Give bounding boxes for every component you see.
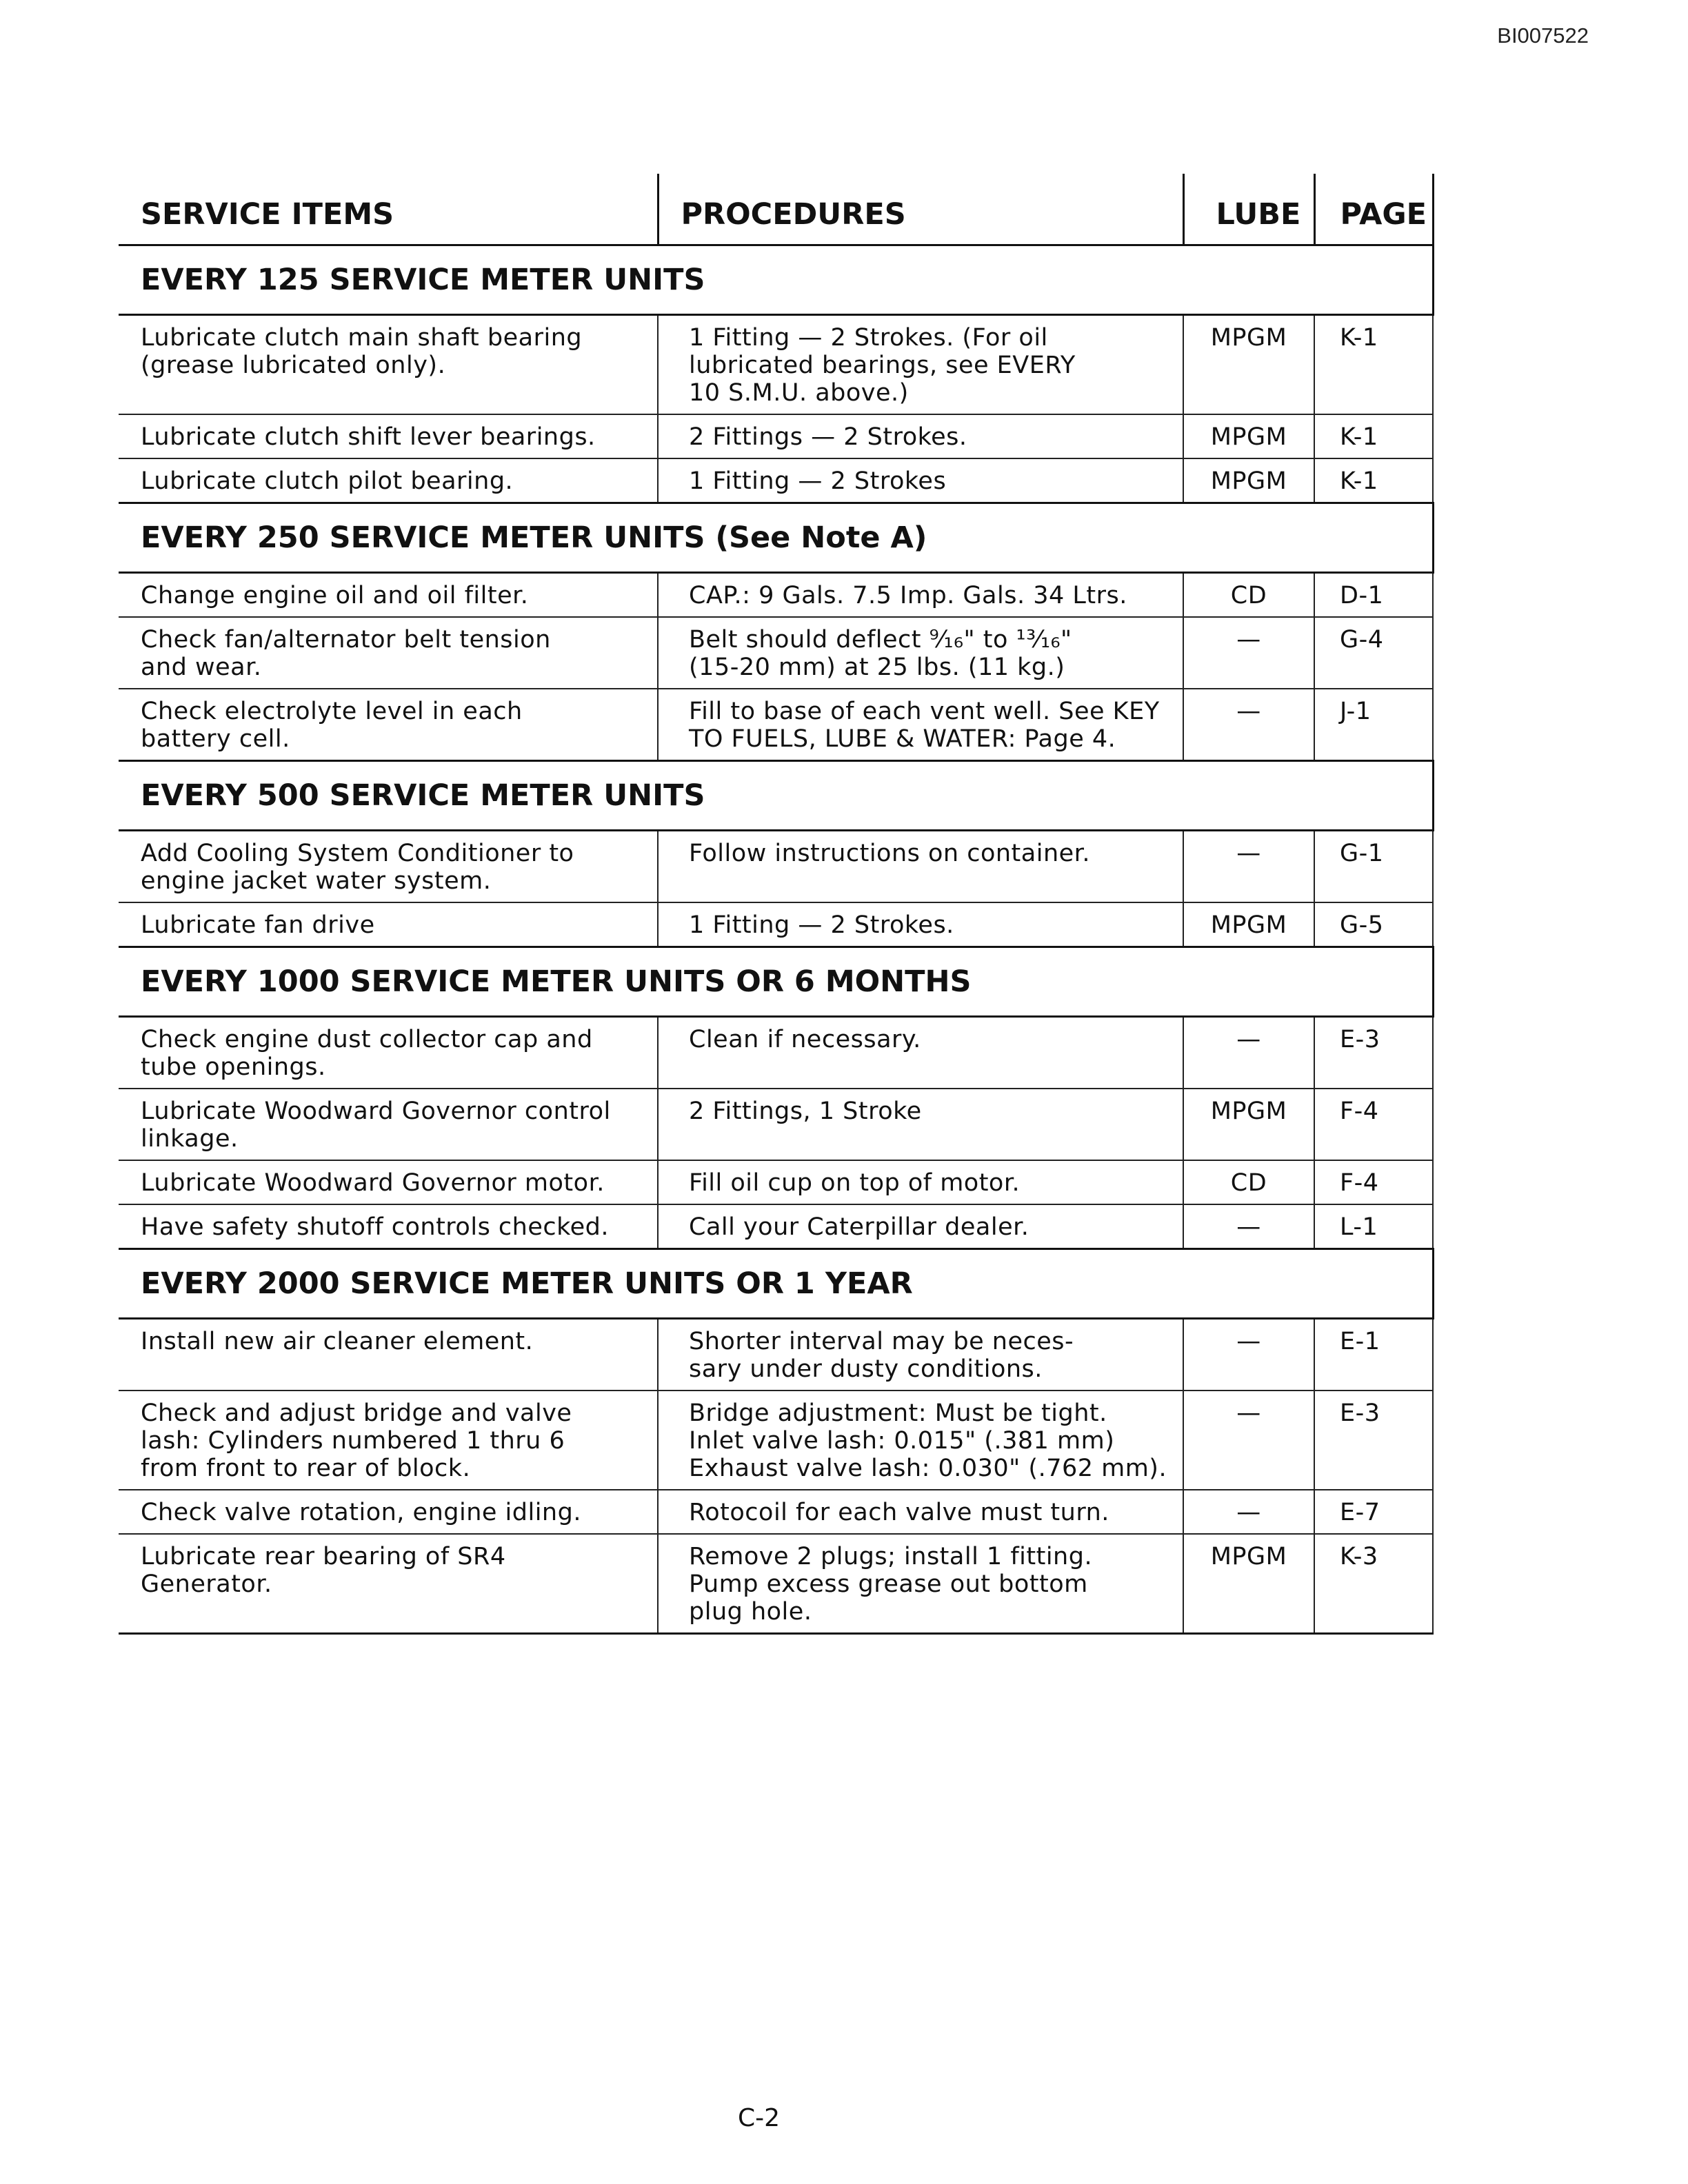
page-ref-cell: J-1 xyxy=(1314,689,1433,761)
table-row xyxy=(119,1490,1433,1534)
table-row xyxy=(119,902,1433,947)
section-row xyxy=(119,761,1433,831)
lube-cell: MPGM xyxy=(1183,458,1314,503)
lube-cell: CD xyxy=(1183,573,1314,618)
lube-cell: MPGM xyxy=(1183,1534,1314,1634)
procedure-cell: Remove 2 plugs; install 1 fitting. Pump excess grease out bottom plug hole. xyxy=(658,1534,1183,1634)
page-ref-cell: K-1 xyxy=(1314,458,1433,503)
page-ref-cell: F-4 xyxy=(1314,1089,1433,1160)
table-row xyxy=(119,1534,1433,1634)
section-title: EVERY 1000 SERVICE METER UNITS OR 6 MONTHS xyxy=(119,947,1433,1017)
lube-cell: — xyxy=(1183,617,1314,689)
lube-cell: MPGM xyxy=(1183,902,1314,947)
section-title: EVERY 125 SERVICE METER UNITS xyxy=(119,245,1433,315)
procedure-cell: Call your Caterpillar dealer. xyxy=(658,1204,1183,1249)
service-item-cell: Lubricate Woodward Governor control linkage. xyxy=(119,1089,658,1160)
section-title: EVERY 500 SERVICE METER UNITS xyxy=(119,761,1433,831)
lube-cell: MPGM xyxy=(1183,315,1314,415)
page-ref-cell: E-3 xyxy=(1314,1391,1433,1490)
service-item-cell: Check engine dust collector cap and tube openings. xyxy=(119,1017,658,1089)
procedure-cell: 2 Fittings — 2 Strokes. xyxy=(658,414,1183,458)
section-row xyxy=(119,503,1433,573)
lube-cell: — xyxy=(1183,1017,1314,1089)
service-item-cell: Change engine oil and oil filter. xyxy=(119,573,658,618)
procedure-cell: 1 Fitting — 2 Strokes xyxy=(658,458,1183,503)
table-row xyxy=(119,617,1433,689)
procedure-cell: Shorter interval may be neces- sary under dusty conditions. xyxy=(658,1319,1183,1391)
page-number: C-2 xyxy=(738,2104,781,2132)
procedure-cell: 2 Fittings, 1 Stroke xyxy=(658,1089,1183,1160)
table-row xyxy=(119,1391,1433,1490)
service-item-cell: Check and adjust bridge and valve lash: Cylinders numbered 1 thru 6 from front to rear of block. xyxy=(119,1391,658,1490)
service-item-cell: Lubricate Woodward Governor motor. xyxy=(119,1160,658,1204)
lube-cell: MPGM xyxy=(1183,414,1314,458)
table-row xyxy=(119,1319,1433,1391)
service-item-cell: Check valve rotation, engine idling. xyxy=(119,1490,658,1534)
section-title: EVERY 2000 SERVICE METER UNITS OR 1 YEAR xyxy=(119,1249,1433,1319)
procedure-cell: Belt should deflect ⁹⁄₁₆" to ¹³⁄₁₆" (15-20 mm) at 25 lbs. (11 kg.) xyxy=(658,617,1183,689)
section-title: EVERY 250 SERVICE METER UNITS (See Note A) xyxy=(119,503,1433,573)
procedure-cell: Clean if necessary. xyxy=(658,1017,1183,1089)
page-ref-cell: K-1 xyxy=(1314,315,1433,415)
table-row xyxy=(119,414,1433,458)
header-lube: LUBE xyxy=(1183,174,1314,245)
service-item-cell: Lubricate clutch pilot bearing. xyxy=(119,458,658,503)
section-row xyxy=(119,1249,1433,1319)
page-ref-cell: E-3 xyxy=(1314,1017,1433,1089)
lube-cell: — xyxy=(1183,1204,1314,1249)
table-row xyxy=(119,1204,1433,1249)
table-row xyxy=(119,573,1433,618)
procedure-cell: Bridge adjustment: Must be tight. Inlet valve lash: 0.015" (.381 mm) Exhaust valve lash: 0.030" (.762 mm). xyxy=(658,1391,1183,1490)
service-item-cell: Install new air cleaner element. xyxy=(119,1319,658,1391)
procedure-cell: CAP.: 9 Gals. 7.5 Imp. Gals. 34 Ltrs. xyxy=(658,573,1183,618)
procedure-cell: Follow instructions on container. xyxy=(658,831,1183,903)
header-procedures: PROCEDURES xyxy=(658,174,1183,245)
table-row xyxy=(119,1017,1433,1089)
procedure-cell: Fill to base of each vent well. See KEY TO FUELS, LUBE & WATER: Page 4. xyxy=(658,689,1183,761)
table-row xyxy=(119,458,1433,503)
service-item-cell: Check electrolyte level in each battery cell. xyxy=(119,689,658,761)
page-ref-cell: E-7 xyxy=(1314,1490,1433,1534)
lube-cell: — xyxy=(1183,689,1314,761)
service-item-cell: Add Cooling System Conditioner to engine jacket water system. xyxy=(119,831,658,903)
service-item-cell: Check fan/alternator belt tension and wear. xyxy=(119,617,658,689)
page-ref-cell: E-1 xyxy=(1314,1319,1433,1391)
table-row xyxy=(119,1089,1433,1160)
document-id: BI007522 xyxy=(1497,23,1589,48)
service-item-cell: Lubricate clutch main shaft bearing (grease lubricated only). xyxy=(119,315,658,415)
table-row xyxy=(119,1160,1433,1204)
procedure-cell: 1 Fitting — 2 Strokes. (For oil lubricated bearings, see EVERY 10 S.M.U. above.) xyxy=(658,315,1183,415)
page-ref-cell: K-3 xyxy=(1314,1534,1433,1634)
page-ref-cell: L-1 xyxy=(1314,1204,1433,1249)
lube-cell: — xyxy=(1183,1319,1314,1391)
procedure-cell: Fill oil cup on top of motor. xyxy=(658,1160,1183,1204)
table-row xyxy=(119,831,1433,903)
page-ref-cell: G-4 xyxy=(1314,617,1433,689)
page-ref-cell: G-5 xyxy=(1314,902,1433,947)
header-service-items: SERVICE ITEMS xyxy=(119,174,658,245)
lube-cell: — xyxy=(1183,831,1314,903)
header-row xyxy=(119,174,1433,245)
procedure-cell: Rotocoil for each valve must turn. xyxy=(658,1490,1183,1534)
page-ref-cell: F-4 xyxy=(1314,1160,1433,1204)
page-ref-cell: G-1 xyxy=(1314,831,1433,903)
section-row xyxy=(119,245,1433,315)
schedule-body xyxy=(119,245,1433,1634)
section-row xyxy=(119,947,1433,1017)
table-row xyxy=(119,315,1433,415)
service-item-cell: Lubricate rear bearing of SR4 Generator. xyxy=(119,1534,658,1634)
table-row xyxy=(119,689,1433,761)
service-item-cell: Lubricate clutch shift lever bearings. xyxy=(119,414,658,458)
lube-cell: — xyxy=(1183,1490,1314,1534)
header-page: PAGE xyxy=(1314,174,1433,245)
service-item-cell: Lubricate fan drive xyxy=(119,902,658,947)
procedure-cell: 1 Fitting — 2 Strokes. xyxy=(658,902,1183,947)
lube-cell: — xyxy=(1183,1391,1314,1490)
page-ref-cell: K-1 xyxy=(1314,414,1433,458)
page-ref-cell: D-1 xyxy=(1314,573,1433,618)
service-item-cell: Have safety shutoff controls checked. xyxy=(119,1204,658,1249)
lube-cell: CD xyxy=(1183,1160,1314,1204)
service-schedule-table xyxy=(119,174,1434,1635)
lube-cell: MPGM xyxy=(1183,1089,1314,1160)
